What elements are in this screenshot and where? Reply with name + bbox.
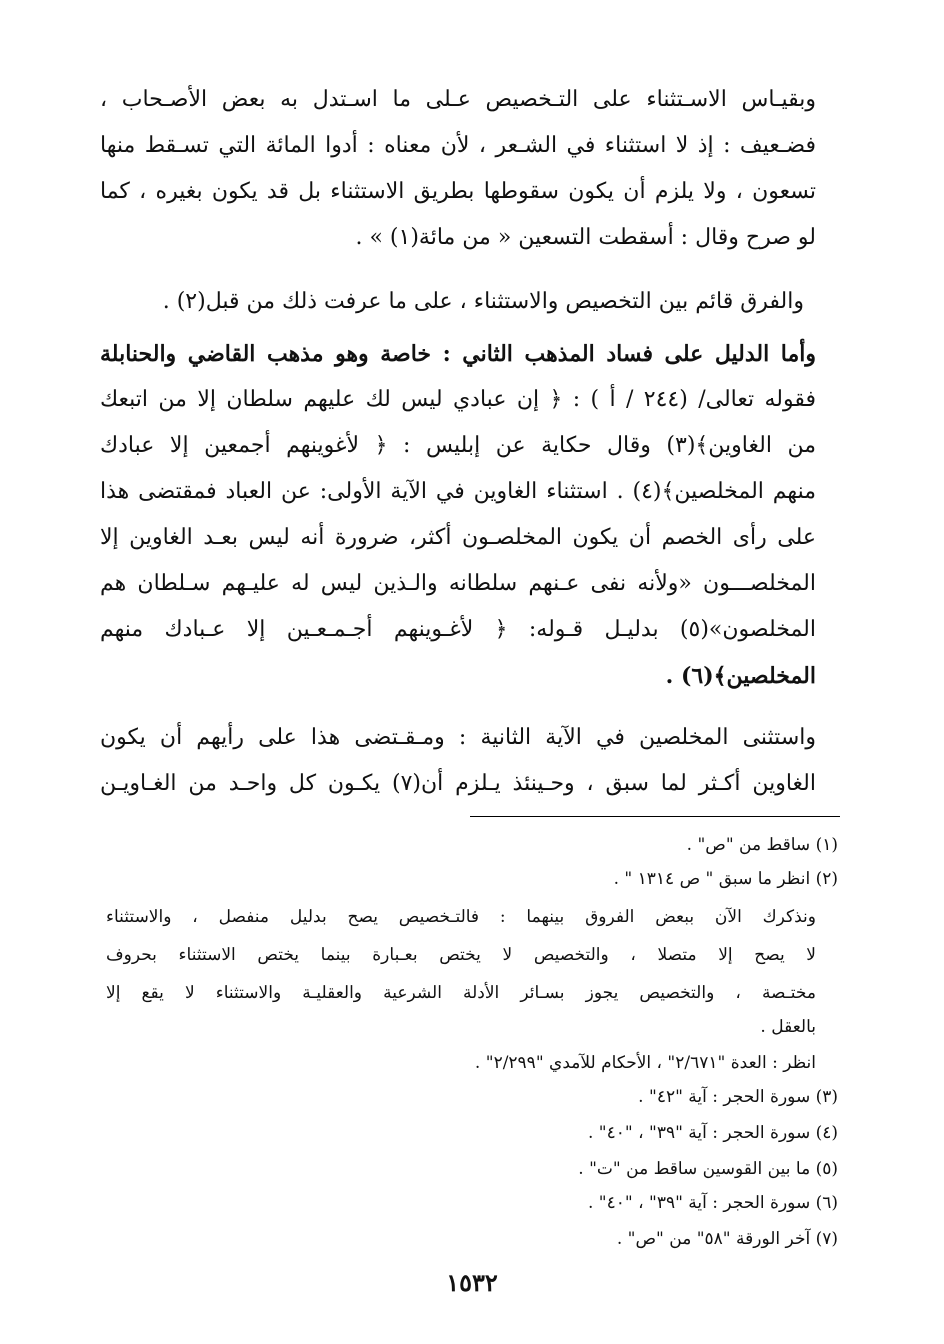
body-line: المخلصون»(٥) بدليـل قـوله: ﴿ لأغـوينهم أجـمـعـين إلا عـبادك منهم — [100, 617, 816, 642]
body-line: المخلصين﴾(٦) . — [665, 663, 816, 689]
body-line: واستثنى المخلصين في الآية الثانية : ومـقـتضى هذا على رأيهم أن يكون — [100, 725, 816, 750]
body-line: وبقيـاس الاسـتثناء على التـخصيص عـلى ما اسـتدل به بعض الأصـحاب ، — [100, 87, 816, 112]
body-line: فضـعيف : إذ لا استثناء في الشـعر ، لأن معناه : أدوا المائة التي تسـقط منها — [100, 133, 816, 158]
body-line: فقوله تعالى/ (٢٤٤ / أ ) : ﴿ إن عبادي ليس لك عليهم سلطان إلا من اتبعك — [100, 387, 816, 412]
body-line: من الغاوين﴾(٣) وقال حكاية عن إبليس : ﴿ لأغوينهم أجمعين إلا عبادك — [100, 433, 816, 458]
body-line: والفرق قائم بين التخصيص والاستثناء ، على ما عرفت ذلك من قبل(٢) . — [162, 289, 804, 314]
footnote: (١) ساقط من "ص" . — [686, 835, 838, 855]
footnote: (٦) سورة الحجر : آية "٣٩" ، "٤٠" . — [587, 1193, 838, 1213]
footnote: (٤) سورة الحجر : آية "٣٩" ، "٤٠" . — [587, 1123, 838, 1143]
body-line: على رأى الخصم أن يكون المخلصـون أكثر، ضرورة أنه ليس بعـد الغاوين إلا — [100, 525, 816, 550]
footnote: (٣) سورة الحجر : آية "٤٢" . — [638, 1087, 838, 1107]
footnote: ونذكرك الآن ببعض الفروق بينهما : فالتـخصيص يصح بدليل منفصل ، والاستثناء — [106, 907, 816, 927]
body-line: الغاوين أكـثر لما سبق ، وحـينئذ يـلزم أن(٧) يكـون كل واحـد من الغـاويـن — [100, 771, 816, 796]
footnote: (٧) آخر الورقة "٥٨" من "ص" . — [616, 1229, 838, 1249]
body-line: تسعون ، ولا يلزم أن يكون سقوطها بطريق الاستثناء بل قد يكون بغيره ، كما — [100, 179, 816, 204]
body-line: المخلصـــون «ولأنه نفى عـنهم سلطانه والـذين ليس له عليـهم سـلطان هم — [100, 571, 816, 596]
footnote: (٥) ما بين القوسين ساقط من "ت" . — [578, 1159, 838, 1179]
page-number: ١٥٣٢ — [446, 1268, 498, 1297]
body-line: منهم المخلصين﴾(٤) . استثناء الغاوين في الآية الأولى: عن العباد فمقتضى هذا — [100, 479, 816, 504]
body-line: لو صرح وقال : أسقطت التسعين « من مائة(١) » . — [355, 225, 816, 250]
footnote: لا يصح إلا متصلا ، والتخصيص لا يختص بعـبارة بينما يختص الاستثناء بحروف — [106, 945, 816, 965]
footnote: انظر : العدة "٢/٦٧١" ، الأحكام للآمدي "٢/٢٩٩" . — [474, 1053, 816, 1073]
footnote: بالعقل . — [760, 1017, 816, 1037]
footnote: (٢) انظر ما سبق " ص ١٣١٤ " . — [613, 869, 838, 889]
footnote: مختـصة ، والتخصيص يجوز بسـائر الأدلة الشرعية والعقليـة والاستثناء لا يقع إلا — [106, 983, 816, 1003]
footnote-separator — [470, 816, 840, 817]
body-line: وأما الدليل على فساد المذهب الثاني : خاصة وهو مذهب القاضي والحنابلة — [100, 341, 816, 367]
